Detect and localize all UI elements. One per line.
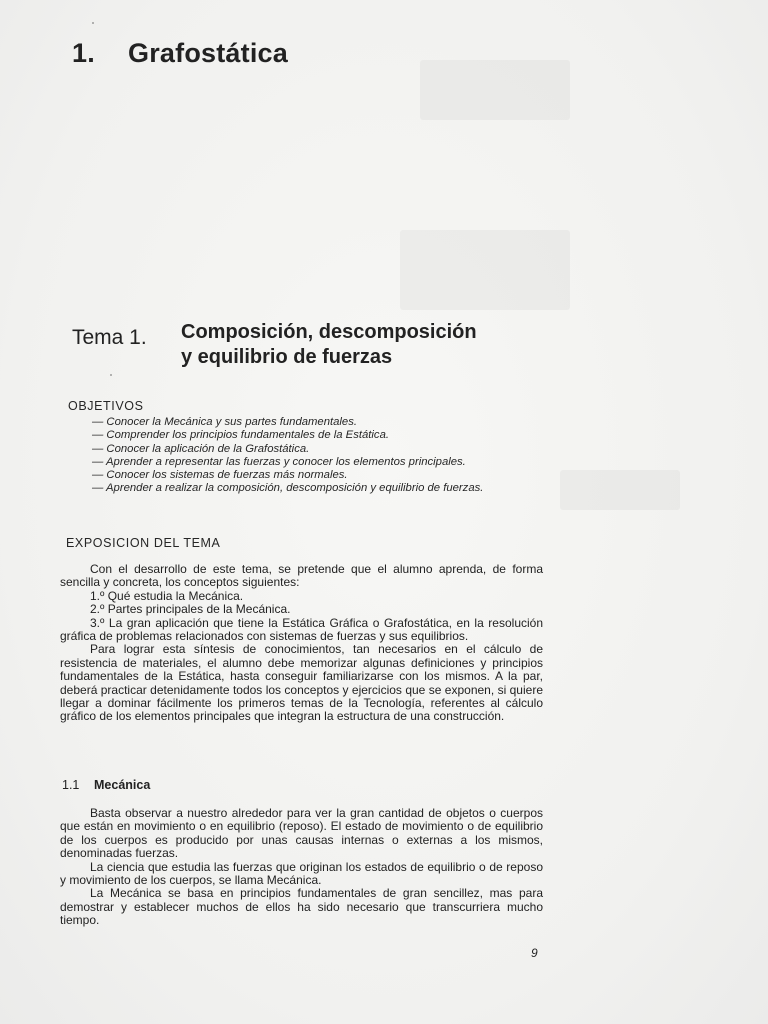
tema-title — [181, 320, 477, 370]
paper-speck — [92, 22, 94, 24]
show-through-shadow — [400, 230, 570, 310]
objetivo-item: — Aprender a representar las fuerzas y conocer los elementos principales. — [92, 455, 466, 468]
tema-title-line-2: y equilibrio de fuerzas — [181, 346, 393, 368]
mecanica-body — [60, 807, 543, 928]
chapter-name: Grafostática — [128, 38, 288, 68]
exposicion-list-item: 2.º Partes principales de la Mecánica. — [90, 602, 291, 617]
mecanica-paragraph: La ciencia que estudia las fuerzas que originan los estados de equilibrio o de reposo y movimiento de los cuerpos, se llama Mecánica. — [60, 859, 543, 888]
exposicion-heading: EXPOSICION DEL TEMA — [66, 536, 221, 550]
mecanica-paragraph: La Mecánica se basa en principios fundamentales de gran sencillez, mas para demostrar y establecer muchos de ellos ha sido necesario que transcurriera mucho tiempo. — [60, 886, 543, 928]
show-through-shadow — [560, 470, 680, 510]
subsection-title: Mecánica — [94, 778, 151, 792]
subsection-number: 1.1 — [62, 778, 80, 792]
tema-label: Tema 1. — [72, 326, 147, 349]
exposicion-intro: Con el desarrollo de este tema, se pretende que el alumno aprenda, de forma sencilla y concreta, los conceptos siguientes: — [60, 562, 543, 590]
tema-title-line-1: Composición, descomposición — [181, 321, 477, 343]
exposicion-list-item: 1.º Qué estudia la Mecánica. — [90, 588, 244, 603]
objetivos-list — [66, 416, 546, 496]
objetivo-item: — Conocer la aplicación de la Grafostática. — [92, 442, 310, 455]
exposicion-body — [60, 563, 543, 724]
page-number: 9 — [531, 946, 538, 960]
subsection-heading — [62, 778, 150, 792]
chapter-title — [72, 38, 288, 69]
show-through-shadow — [420, 60, 570, 120]
objetivo-item: — Conocer los sistemas de fuerzas más normales. — [92, 469, 348, 482]
objetivos-heading: OBJETIVOS — [68, 399, 144, 413]
chapter-number: 1. — [72, 38, 95, 68]
objetivo-item: — Conocer la Mecánica y sus partes fundamentales. — [92, 416, 357, 428]
exposicion-paragraph: Para lograr esta síntesis de conocimientos, tan necesarios en el cálculo de resistencia de materiales, el alumno debe memorizar algunas definiciones y principios fundamentales de la Estática, hasta conseguir familiarizarse con los mismos. A la par, deberá practicar detenidamente todos los conceptos y ejercicios que se exponen, si quiere llegar a dominar fácilmente los primeros temas de la Tecnología, referentes al cálculo gráfico de los elementos principales que integran la estructura de una construcción. — [60, 642, 543, 724]
objetivo-item: — Comprender los principios fundamentales de la Estática. — [92, 429, 390, 442]
objetivo-item: — Aprender a realizar la composición, descomposición y equilibrio de fuerzas. — [92, 482, 484, 495]
exposicion-list-item: 3.º La gran aplicación que tiene la Estática Gráfica o Grafostática, en la resolución gráfica de problemas relacionados con sistemas de fuerzas y sus equilibrios. — [60, 615, 543, 644]
mecanica-paragraph: Basta observar a nuestro alrededor para ver la gran cantidad de objetos o cuerpos que están en movimiento o en equilibrio (reposo). El estado de movimiento o de equilibrio de los cuerpos es producido por unas causas internas o externas a los mismos, denominadas fuerzas. — [60, 806, 543, 861]
paper-speck — [110, 374, 112, 376]
